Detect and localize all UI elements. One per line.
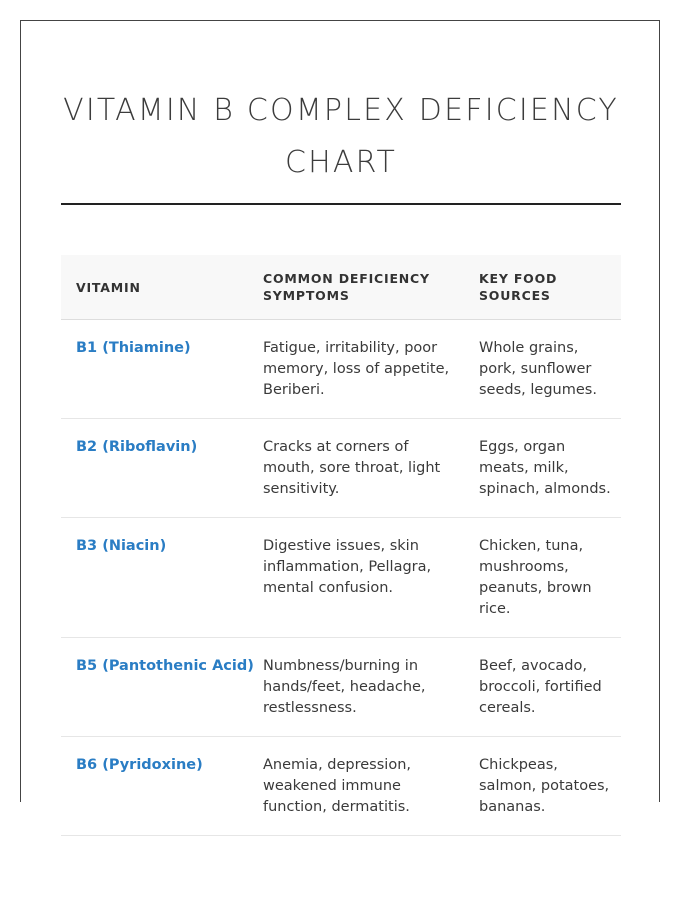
title-block xyxy=(61,85,621,189)
table-row xyxy=(61,638,621,737)
deficiency-table-container xyxy=(61,255,621,836)
sources-cell: Beef, avocado, broccoli, fortified cereals. xyxy=(464,638,621,737)
vitamin-name: B6 (Pyridoxine) xyxy=(61,737,248,836)
symptoms-cell: Digestive issues, skin inflammation, Pellagra, mental confusion. xyxy=(248,518,464,638)
header-symptoms: COMMON DEFICIENCY SYMPTOMS xyxy=(248,255,464,320)
table-header xyxy=(61,255,621,320)
table-row xyxy=(61,419,621,518)
sources-cell: Eggs, organ meats, milk, spinach, almonds. xyxy=(464,419,621,518)
table-row xyxy=(61,320,621,419)
chart-card xyxy=(20,20,660,815)
header-sources: KEY FOOD SOURCES xyxy=(464,255,621,320)
page-title: VITAMIN B COMPLEX DEFICIENCY CHART xyxy=(63,93,619,180)
vitamin-name: B5 (Pantothenic Acid) xyxy=(61,638,248,737)
sources-cell: Chicken, tuna, mushrooms, peanuts, brown rice. xyxy=(464,518,621,638)
vitamin-name: B2 (Riboflavin) xyxy=(61,419,248,518)
symptoms-cell: Numbness/burning in hands/feet, headache, restlessness. xyxy=(248,638,464,737)
sources-cell: Chickpeas, salmon, potatoes, bananas. xyxy=(464,737,621,836)
vitamin-name: B3 (Niacin) xyxy=(61,518,248,638)
vitamin-name: B1 (Thiamine) xyxy=(61,320,248,419)
sources-cell: Whole grains, pork, sunflower seeds, legumes. xyxy=(464,320,621,419)
symptoms-cell: Fatigue, irritability, poor memory, loss of appetite, Beriberi. xyxy=(248,320,464,419)
table-row xyxy=(61,518,621,638)
title-divider xyxy=(61,203,621,205)
symptoms-cell: Anemia, depression, weakened immune function, dermatitis. xyxy=(248,737,464,836)
symptoms-cell: Cracks at corners of mouth, sore throat, light sensitivity. xyxy=(248,419,464,518)
table-header-row xyxy=(61,255,621,320)
table-body xyxy=(61,320,621,836)
deficiency-table xyxy=(61,255,621,836)
table-row xyxy=(61,737,621,836)
header-vitamin: VITAMIN xyxy=(61,255,248,320)
